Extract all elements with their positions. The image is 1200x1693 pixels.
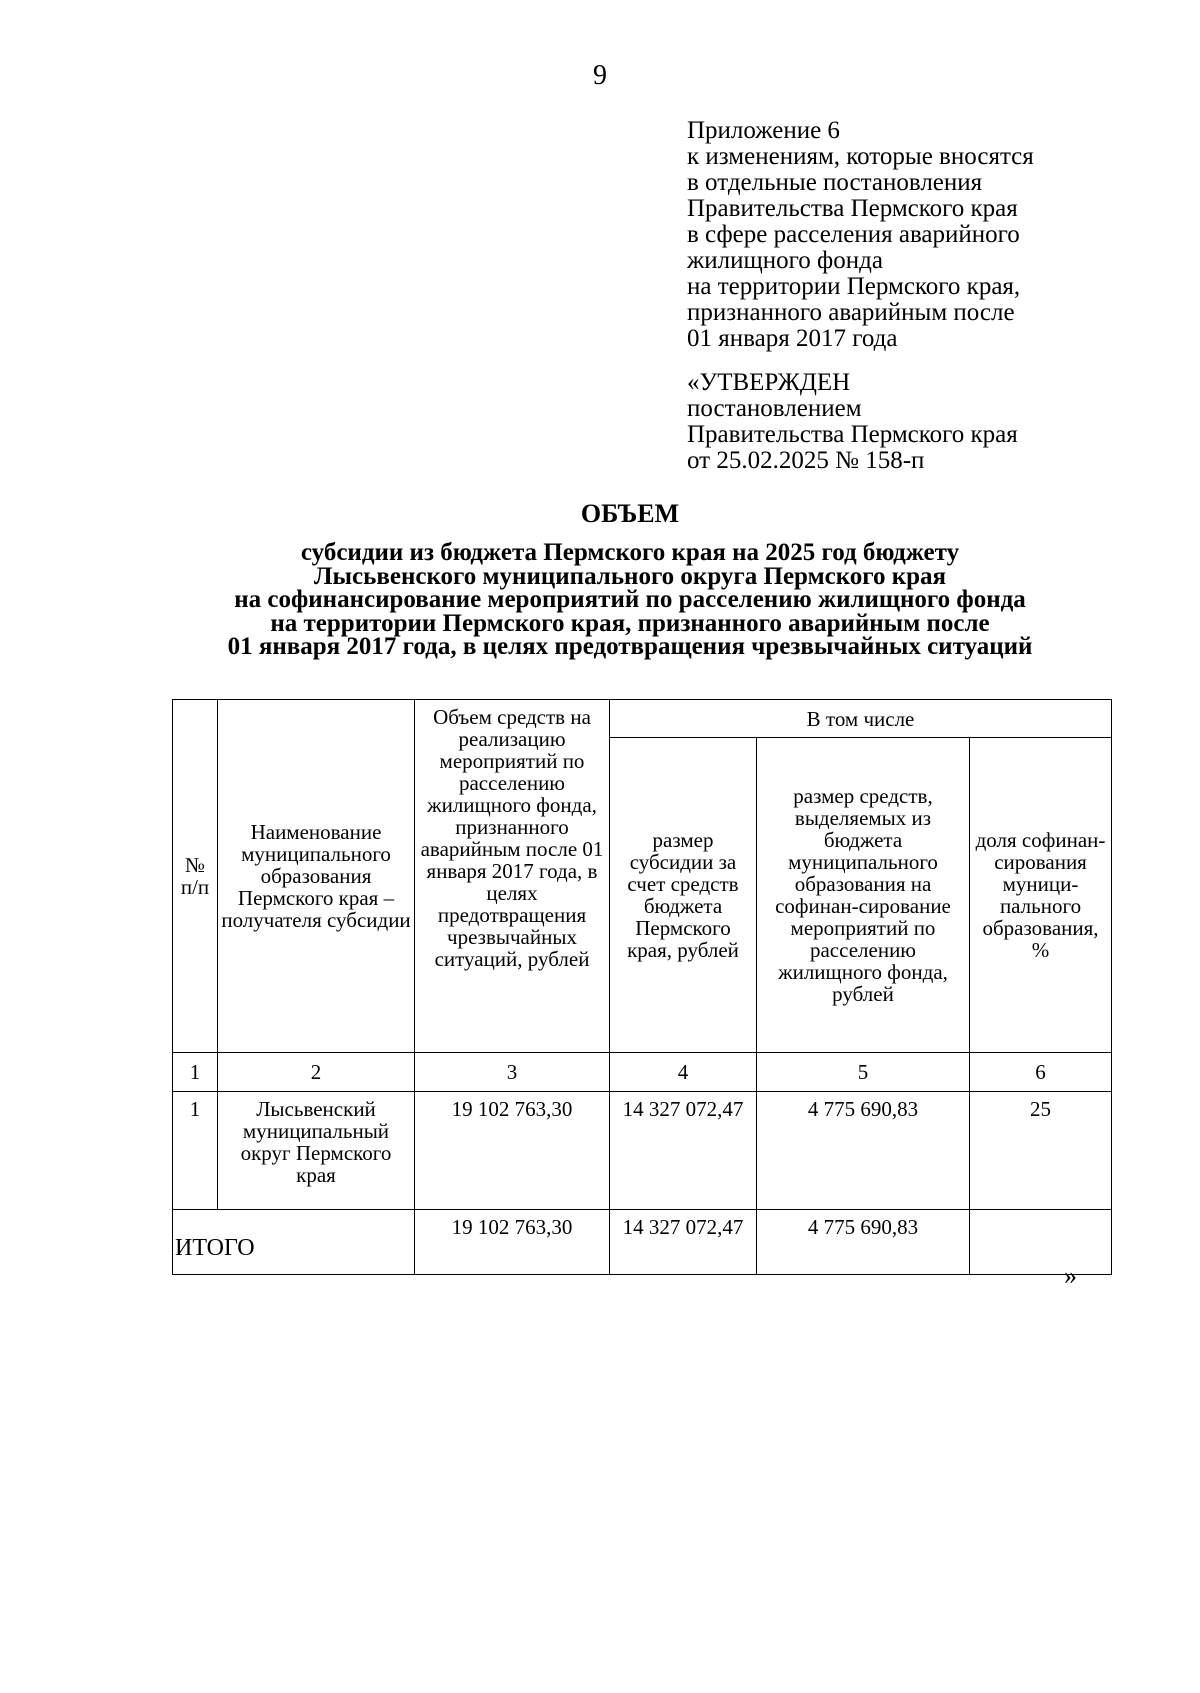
subsidy-table <box>172 699 1112 1275</box>
totals-share <box>970 1210 1112 1275</box>
appendix-line: 01 января 2017 года <box>687 325 898 352</box>
appendix-line: на территории Пермского края, <box>687 273 1021 300</box>
appendix-line: Приложение 6 <box>687 117 840 144</box>
appendix-line: жилищного фонда <box>687 247 883 274</box>
column-number: 6 <box>970 1053 1112 1092</box>
appendix-line: Правительства Пермского края <box>687 195 1018 222</box>
header-share: доля софинан-сирования муници-пального образования, % <box>970 738 1112 1053</box>
cell-municipal: 4 775 690,83 <box>757 1092 970 1210</box>
subtitle-line: на софинансирование мероприятий по расселению жилищного фонда <box>234 586 1026 613</box>
closing-quote: » <box>1064 1261 1077 1290</box>
column-number: 5 <box>757 1053 970 1092</box>
table-header-row <box>173 700 1112 738</box>
column-number: 2 <box>218 1053 415 1092</box>
approval-line: «УТВЕРЖДЕН <box>687 369 851 396</box>
page-number: 9 <box>593 60 607 91</box>
column-number-row <box>173 1053 1112 1092</box>
cell-num: 1 <box>173 1092 218 1210</box>
totals-label: ИТОГО <box>173 1210 415 1275</box>
document-title: ОБЪЕМ <box>580 499 680 528</box>
header-municipal: размер средств, выделяемых из бюджета муниципального образования на софинан-сирование мероприятий по расселению жилищного фонда, рублей <box>757 738 970 1053</box>
cell-name: Лысьвенский муниципальный округ Пермского края <box>218 1092 415 1210</box>
subtitle-line: Лысьвенского муниципального округа Пермского края <box>313 562 947 590</box>
totals-municipal: 4 775 690,83 <box>757 1210 970 1275</box>
header-name: Наименование муниципального образования Пермского края – получателя субсидии <box>218 700 415 1053</box>
table-row <box>173 1092 1112 1210</box>
totals-total: 19 102 763,30 <box>415 1210 610 1275</box>
subtitle-line: на территории Пермского края, признанного аварийным после <box>270 609 990 637</box>
approval-line: Правительства Пермского края <box>687 421 1018 448</box>
approval-line: постановлением <box>687 395 862 422</box>
appendix-line: признанного аварийным после <box>687 299 1015 326</box>
appendix-block <box>687 118 1167 352</box>
appendix-line: к изменениям, которые вносятся <box>687 143 1034 170</box>
header-total: Объем средств на реализацию мероприятий по расселению жилищного фонда, признанного аварийным после 01 января 2017 года, в целях предотвращения чрезвычайных ситуаций, рублей <box>415 700 610 1053</box>
cell-share: 25 <box>970 1092 1112 1210</box>
subtitle-line: 01 января 2017 года, в целях предотвращения чрезвычайных ситуаций <box>227 633 1033 660</box>
appendix-line: в отдельные постановления <box>687 169 983 196</box>
totals-regional: 14 327 072,47 <box>610 1210 757 1275</box>
cell-total: 19 102 763,30 <box>415 1092 610 1210</box>
document-subtitle <box>0 541 1200 659</box>
approval-line: от 25.02.2025 № 158-п <box>687 447 925 474</box>
column-number: 4 <box>610 1053 757 1092</box>
header-regional: размер субсидии за счет средств бюджета Пермского края, рублей <box>610 738 757 1053</box>
column-number: 1 <box>173 1053 218 1092</box>
approval-block <box>687 370 1167 474</box>
header-num: № п/п <box>173 700 218 1053</box>
appendix-line: в сфере расселения аварийного <box>687 221 1020 248</box>
subtitle-line: субсидии из бюджета Пермского края на 2025 год бюджету <box>300 539 960 566</box>
column-number: 3 <box>415 1053 610 1092</box>
cell-regional: 14 327 072,47 <box>610 1092 757 1210</box>
totals-row <box>173 1210 1112 1275</box>
header-including: В том числе <box>610 700 1112 738</box>
